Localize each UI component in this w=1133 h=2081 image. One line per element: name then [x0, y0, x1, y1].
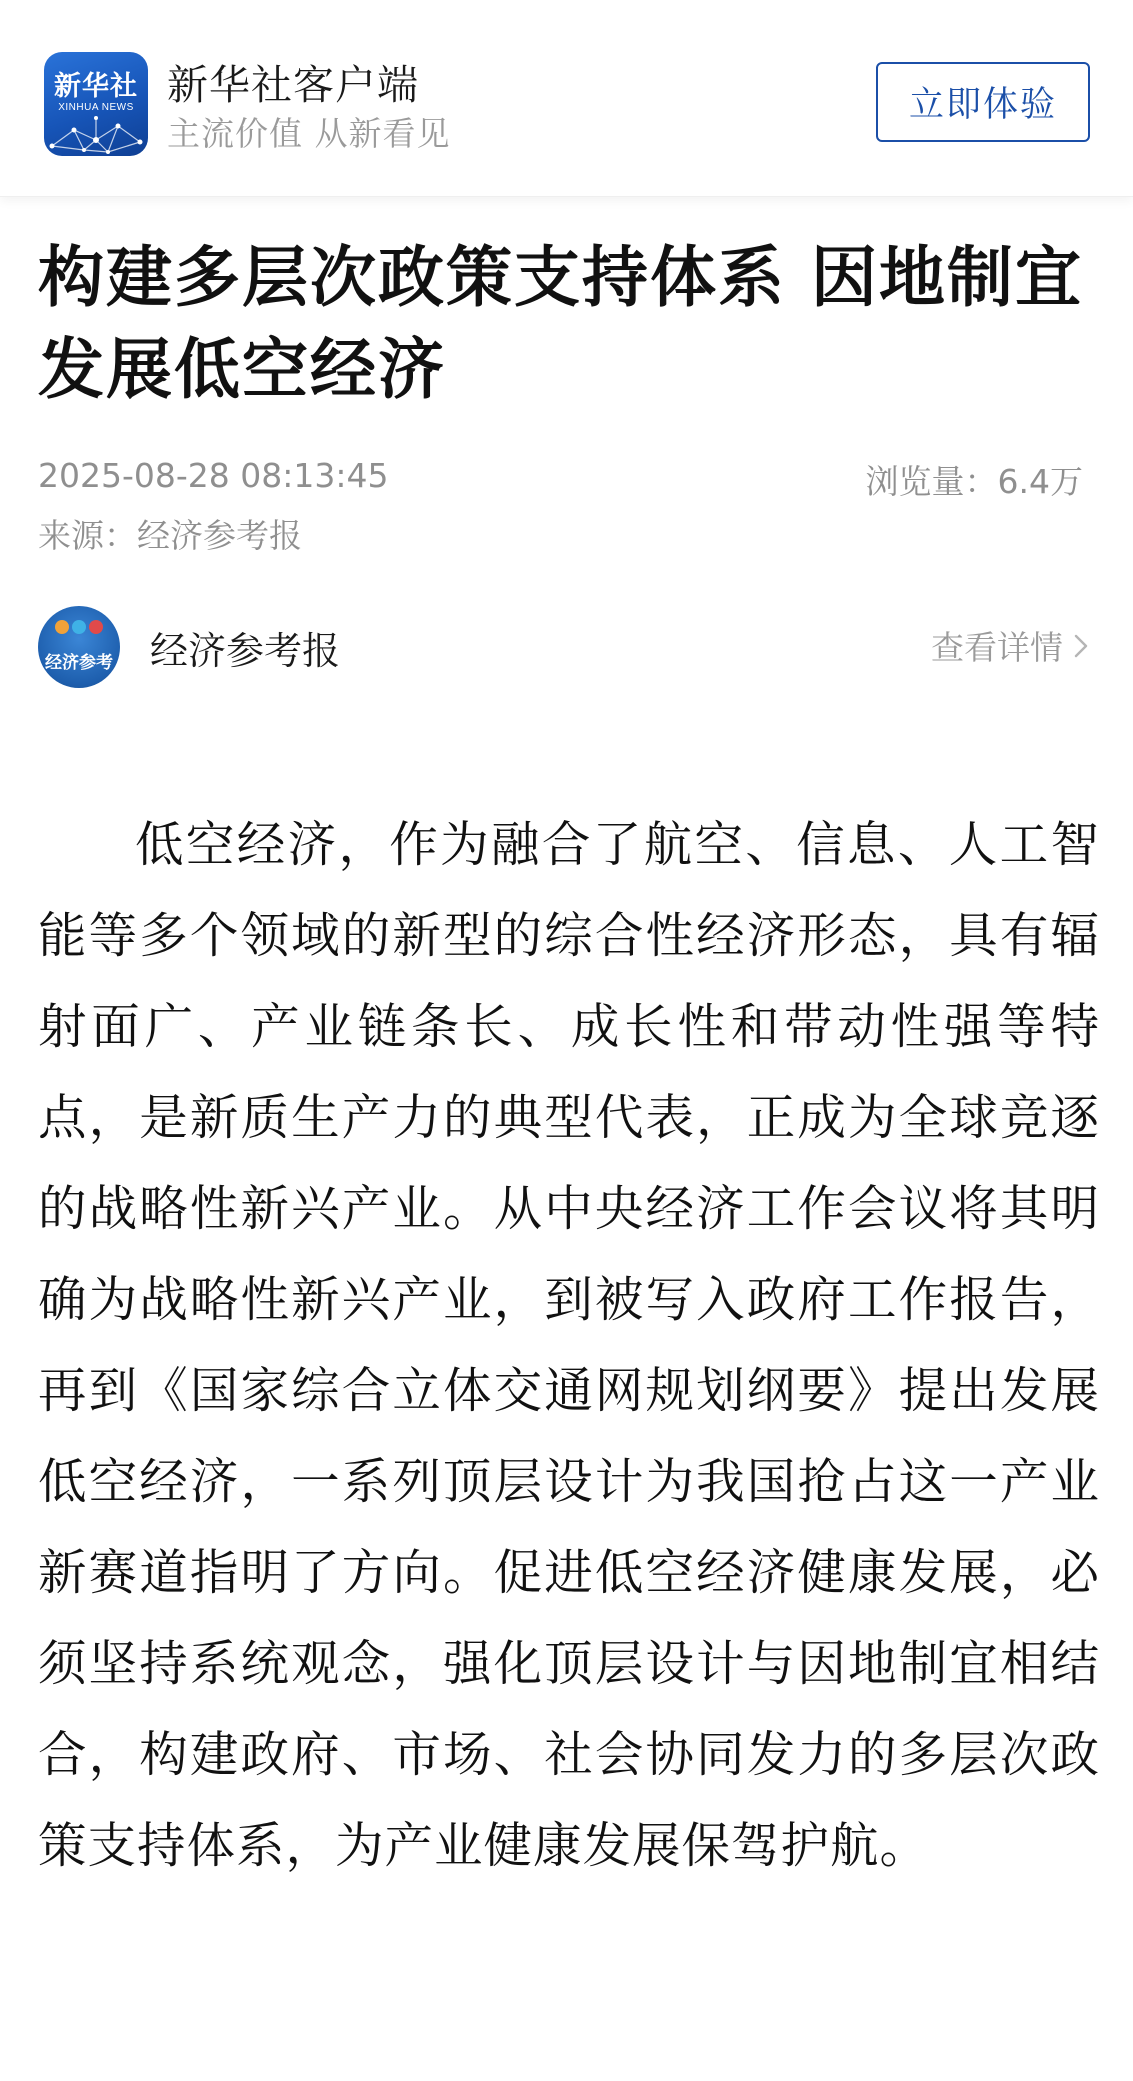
publish-datetime: 2025-08-28 08:13:45: [38, 456, 389, 495]
article-title: 构建多层次政策支持体系 因地制宜发展低空经济: [38, 239, 1083, 408]
avatar-text: 经济参考: [45, 653, 113, 673]
network-graphic-icon: [44, 112, 148, 156]
publisher-avatar[interactable]: [38, 606, 120, 688]
try-now-button[interactable]: 立即体验: [876, 62, 1090, 142]
app-name: 新华社客户端: [167, 61, 419, 109]
xinhua-app-logo[interactable]: [44, 52, 148, 156]
publisher-name[interactable]: 经济参考报: [150, 629, 341, 673]
view-details-link[interactable]: [931, 622, 1089, 669]
article-source: 来源：经济参考报: [38, 516, 302, 555]
logo-text-cn: 新华社: [54, 71, 138, 102]
app-download-banner: [0, 0, 1133, 197]
view-count: 浏览量：6.4万: [865, 462, 1083, 501]
logo-text-en: XINHUA NEWS: [58, 102, 134, 113]
article-paragraph: 低空经济，作为融合了航空、信息、人工智能等多个领域的新型的综合性经济形态，具有辐射面广、产业链条长、成长性和带动性强等特点，是新质生产力的典型代表，正成为全球竞逐的战略性新兴产业。从中央经济工作会议将其明确为战略性新兴产业，到被写入政府工作报告，再到《国家综合立体交通网规划纲要》提出发展低空经济，一系列顶层设计为我国抢占这一产业新赛道指明了方向。促进低空经济健康发展，必须坚持系统观念，强化顶层设计与因地制宜相结合，构建政府、市场、社会协同发力的多层次政策支持体系，为产业健康发展保驾护航。: [38, 817, 1100, 1874]
view-details-label: 查看详情: [931, 628, 1063, 667]
avatar-letter-dots: [38, 620, 120, 634]
chevron-right-icon: [1073, 632, 1089, 660]
app-slogan: 主流价值 从新看见: [167, 114, 451, 153]
